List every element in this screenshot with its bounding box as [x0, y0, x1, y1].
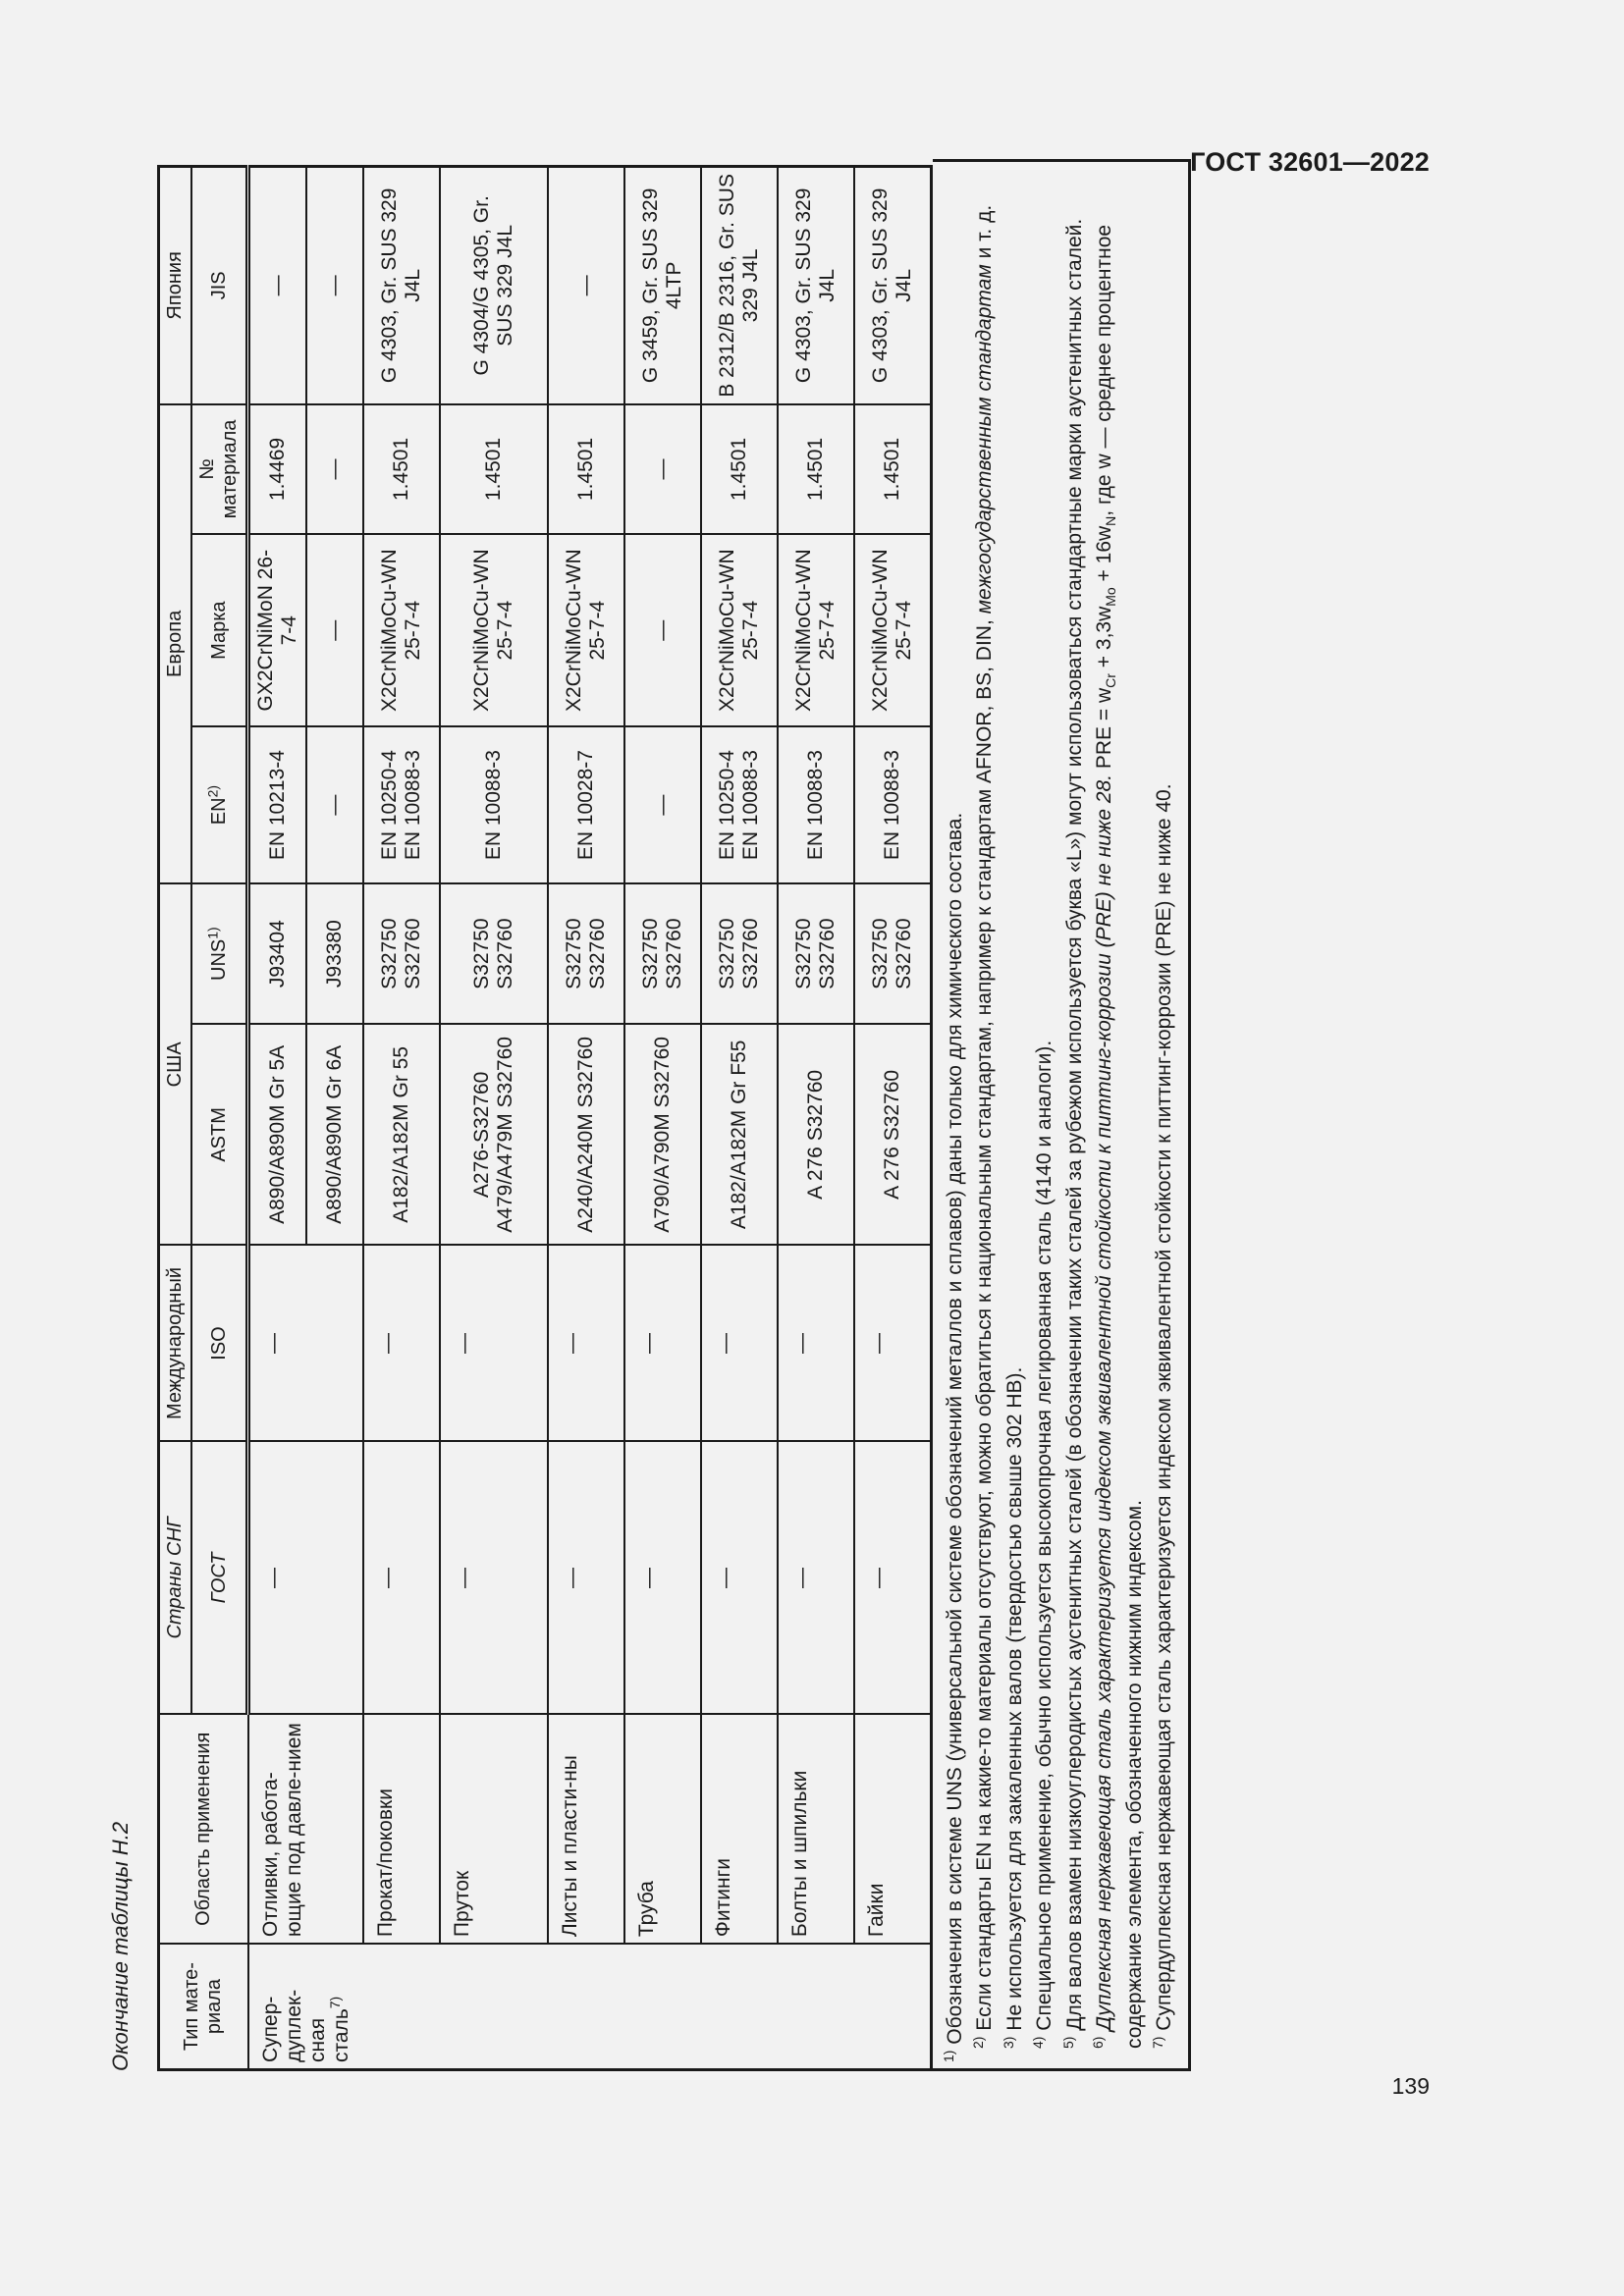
- cell-material-no: 1.4469: [248, 404, 307, 535]
- cell-uns: S32750 S32760: [778, 883, 854, 1024]
- cell-en: EN 10088-3: [778, 726, 854, 883]
- cell-material-type: Супер-дуплек-сная сталь$^{7)}$: [248, 1944, 932, 2069]
- header-astm: ASTM: [191, 1024, 248, 1245]
- table-row: [548, 167, 624, 2070]
- cell-en: EN 10250-4 EN 10088-3: [363, 726, 440, 883]
- cell-astm: A890/A890M Gr 6A: [306, 1024, 363, 1245]
- table-row: [624, 167, 701, 2070]
- cell-gost: —: [363, 1442, 440, 1715]
- table-caption: Окончание таблицы Н.2: [108, 1821, 133, 2071]
- header-jis: JIS: [191, 167, 248, 404]
- header-material-no: № материала: [191, 404, 248, 535]
- header-grade: Марка: [191, 534, 248, 726]
- footnote-5: $^{5)}$ Для валов взамен низкоуглеродистых аустенитных сталей (в обозначении таких сталей за рубежом используется буква «L») могут использоваться стандартные марки аустенитных сталей.: [1059, 218, 1086, 2049]
- footnote-4: $^{4)}$ Специальное применение, обычно используется высокопрочная легированная сталь (4140 и аналоги).: [1030, 1040, 1056, 2049]
- cell-jis: G 4304/G 4305, Gr. SUS 329 J4L: [440, 167, 548, 404]
- header-area: Область применения: [159, 1714, 248, 1944]
- cell-uns: J93404: [248, 883, 307, 1024]
- cell-area: Труба: [624, 1714, 701, 1944]
- cell-grade: X2CrNiMoCu-WN 25-7-4: [701, 534, 778, 726]
- cell-grade: —: [306, 534, 363, 726]
- cell-en: EN 10028-7: [548, 726, 624, 883]
- cell-en: EN 10088-3: [440, 726, 548, 883]
- header-europe: Европа: [159, 404, 192, 883]
- cell-iso: —: [363, 1246, 440, 1442]
- cell-area: Болты и шпильки: [778, 1714, 854, 1944]
- footnotes: [933, 159, 1191, 2071]
- cell-astm: A240/A240M S32760: [548, 1024, 624, 1245]
- steel-equivalents-table: [157, 165, 933, 2071]
- cell-astm: A 276 S32760: [778, 1024, 854, 1245]
- cell-gost: —: [248, 1442, 364, 1715]
- header-cis: Страны СНГ: [159, 1442, 192, 1715]
- cell-area: Листы и пласти-ны: [548, 1714, 624, 1944]
- footnote-7: $^{7)}$ Супердуплексная нержавеющая сталь характеризуется индексом эквивалентной стойкости к питтинг-коррозии (PRE) не ниже 40.: [1150, 783, 1176, 2049]
- cell-uns: S32750 S32760: [363, 883, 440, 1024]
- cell-material-no: —: [306, 404, 363, 535]
- cell-iso: —: [248, 1246, 364, 1442]
- cell-uns: S32750 S32760: [854, 883, 931, 1024]
- cell-jis: —: [306, 167, 363, 404]
- table-row: [854, 167, 931, 2070]
- cell-uns: S32750 S32760: [440, 883, 548, 1024]
- cell-area: Прокат/поковки: [363, 1714, 440, 1944]
- cell-area: Пруток: [440, 1714, 548, 1944]
- cell-jis: G 4303, Gr. SUS 329 J4L: [854, 167, 931, 404]
- cell-grade: X2CrNiMoCu-WN 25-7-4: [548, 534, 624, 726]
- cell-iso: —: [701, 1246, 778, 1442]
- cell-material-no: 1.4501: [548, 404, 624, 535]
- table-row: [248, 167, 307, 2070]
- cell-grade: X2CrNiMoCu-WN 25-7-4: [363, 534, 440, 726]
- rotated-table-page: [98, 118, 1345, 2071]
- cell-astm: A182/A182M Gr 55: [363, 1024, 440, 1245]
- cell-astm: A790/A790M S32760: [624, 1024, 701, 1245]
- cell-astm: A 276 S32760: [854, 1024, 931, 1245]
- cell-grade: —: [624, 534, 701, 726]
- document-header: ГОСТ 32601—2022: [1190, 147, 1430, 177]
- cell-uns: S32750 S32760: [701, 883, 778, 1024]
- cell-jis: G 4303, Gr. SUS 329 J4L: [778, 167, 854, 404]
- table-row: [363, 167, 440, 2070]
- header-iso: ISO: [191, 1246, 248, 1442]
- cell-area: Отливки, работа-ющие под давле-нием: [248, 1714, 364, 1944]
- footnote-3: $^{3)}$ Не используется для закаленных валов (твердостью свыше 302 НВ).: [1000, 1366, 1026, 2049]
- cell-grade: X2CrNiMoCu-WN 25-7-4: [778, 534, 854, 726]
- cell-material-no: 1.4501: [854, 404, 931, 535]
- cell-grade: X2CrNiMoCu-WN 25-7-4: [854, 534, 931, 726]
- footnote-1: $^{1)}$ Обозначения в системе UNS (универсальной системе обозначений металлов и сплавов) даны только для химического состава.: [940, 812, 966, 2062]
- cell-en: EN 10250-4 EN 10088-3: [701, 726, 778, 883]
- cell-area: Гайки: [854, 1714, 931, 1944]
- cell-gost: —: [778, 1442, 854, 1715]
- cell-en: EN 10213-4: [248, 726, 307, 883]
- cell-uns: J93380: [306, 883, 363, 1024]
- cell-iso: —: [624, 1246, 701, 1442]
- cell-en: —: [306, 726, 363, 883]
- cell-astm: A890/A890M Gr 5A: [248, 1024, 307, 1245]
- cell-material-no: 1.4501: [778, 404, 854, 535]
- footnote-2: $^{2)}$ Если стандарты EN на какие-то материалы отсутствуют, можно обратиться к национальным стандартам, например к стандартам AFNOR, BS, DIN, межгосударственным стандартам и т. д.: [970, 204, 997, 2049]
- cell-grade: X2CrNiMoCu-WN 25-7-4: [440, 534, 548, 726]
- cell-astm: A276-S32760 A479/A479M S32760: [440, 1024, 548, 1245]
- header-international: Международный: [159, 1246, 192, 1442]
- cell-uns: S32750 S32760: [624, 883, 701, 1024]
- cell-jis: G 3459, Gr. SUS 329 4LTP: [624, 167, 701, 404]
- cell-iso: —: [854, 1246, 931, 1442]
- header-material-type: Тип мате-риала: [159, 1944, 248, 2069]
- cell-gost: —: [440, 1442, 548, 1715]
- cell-material-no: 1.4501: [701, 404, 778, 535]
- cell-gost: —: [701, 1442, 778, 1715]
- cell-material-no: 1.4501: [440, 404, 548, 535]
- header-uns: UNS$^{1)}$: [191, 883, 248, 1024]
- cell-material-no: 1.4501: [363, 404, 440, 535]
- header-usa: США: [159, 883, 192, 1245]
- cell-iso: —: [778, 1246, 854, 1442]
- table-container: [157, 165, 1191, 2071]
- header-row-1: [159, 167, 192, 2070]
- header-japan: Япония: [159, 167, 192, 404]
- cell-jis: G 4303, Gr. SUS 329 J4L: [363, 167, 440, 404]
- cell-uns: S32750 S32760: [548, 883, 624, 1024]
- cell-jis: B 2312/B 2316, Gr. SUS 329 J4L: [701, 167, 778, 404]
- cell-iso: —: [440, 1246, 548, 1442]
- cell-area: Фитинги: [701, 1714, 778, 1944]
- cell-grade: GX2CrNiMoN 26-7-4: [248, 534, 307, 726]
- cell-jis: —: [248, 167, 307, 404]
- header-en: EN$^{2)}$: [191, 726, 248, 883]
- cell-gost: —: [624, 1442, 701, 1715]
- table-row: [778, 167, 854, 2070]
- footnote-6: $^{6)}$ Дуплексная нержавеющая сталь характеризуется индексом эквивалентной стойкости к питтинг-коррозии (PRE) не ниже 28. PRE = $w_{Cr} + 3,3w_{Mo} + 16w_N$, где w — среднее процентное содержание элемента, обозначенного нижним индексом.: [1090, 224, 1146, 2049]
- cell-material-no: —: [624, 404, 701, 535]
- cell-iso: —: [548, 1246, 624, 1442]
- cell-gost: —: [548, 1442, 624, 1715]
- page-number: 139: [1391, 2073, 1430, 2099]
- cell-gost: —: [854, 1442, 931, 1715]
- table-row: [701, 167, 778, 2070]
- cell-jis: —: [548, 167, 624, 404]
- cell-en: EN 10088-3: [854, 726, 931, 883]
- cell-en: —: [624, 726, 701, 883]
- header-gost: ГОСТ: [191, 1442, 248, 1715]
- table-row: [440, 167, 548, 2070]
- cell-astm: A182/A182M Gr F55: [701, 1024, 778, 1245]
